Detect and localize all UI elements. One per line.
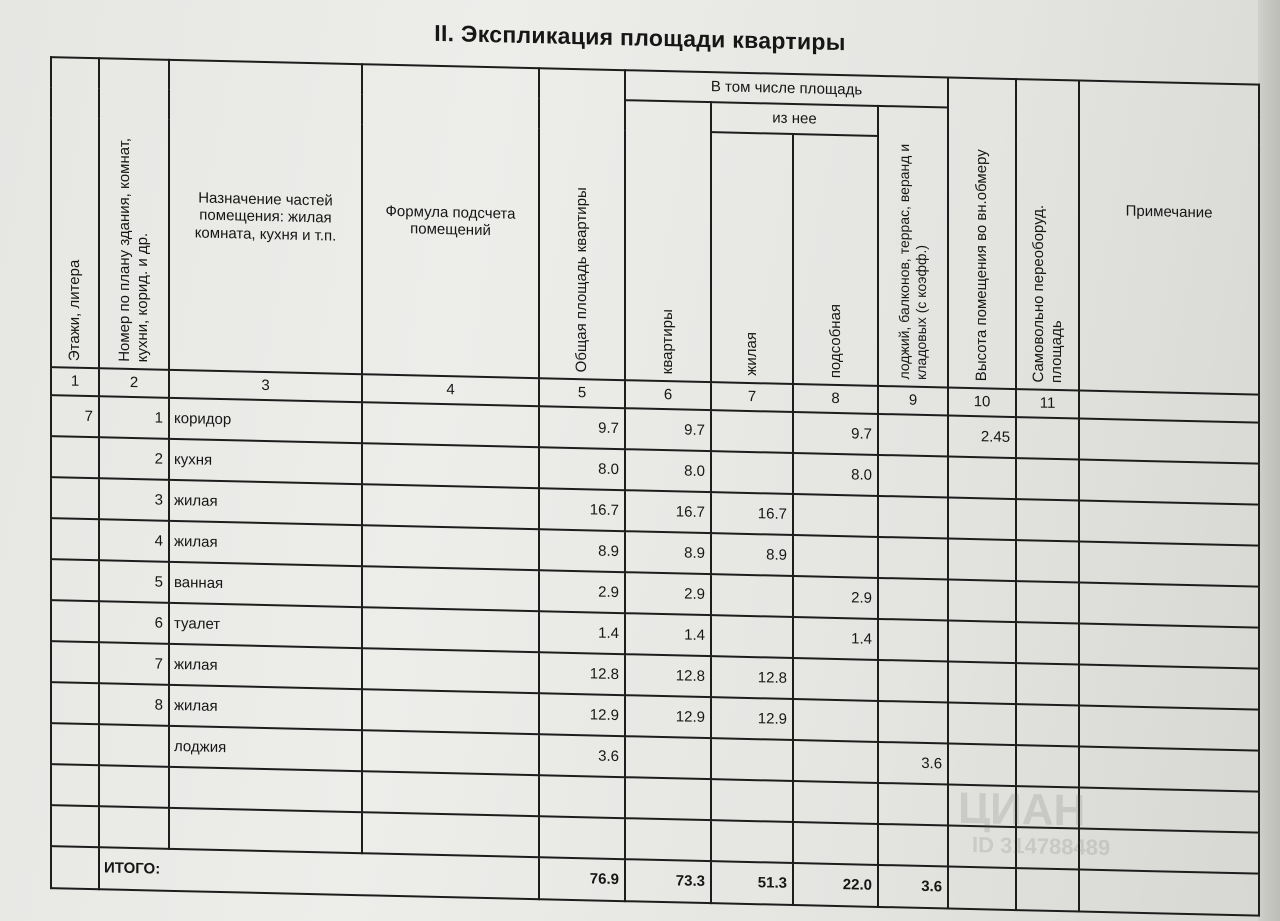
row-room-name [169, 808, 362, 853]
row-living-area [711, 451, 793, 494]
header-room-number-label: Номер по плану здания, комнат, кухни, корид. и др. [116, 137, 151, 363]
row-unauthorized [1016, 540, 1079, 582]
row-room-name: туалет [169, 603, 362, 648]
row-number: 4 [99, 519, 169, 562]
document-title: II. Экспликация площади квартиры [434, 19, 846, 56]
row-height [948, 457, 1016, 500]
row-room-name: кухня [169, 439, 362, 484]
row-room-name: лоджия [169, 726, 362, 771]
row-total-area: 12.9 [539, 693, 625, 736]
row-unauthorized [1016, 499, 1079, 541]
row-living-area: 8.9 [711, 533, 793, 576]
row-number: 7 [99, 642, 169, 685]
row-notes [1079, 541, 1259, 586]
explication-table [50, 56, 1260, 916]
header-apartment-label: квартиры [659, 308, 676, 375]
row-room-name: жилая [169, 685, 362, 730]
row-height [948, 703, 1016, 746]
row-height [948, 580, 1016, 623]
row-total-area: 2.9 [539, 570, 625, 613]
totals-living-area: 51.3 [711, 861, 793, 905]
row-unauthorized [1016, 704, 1079, 746]
header-formula-label: Формула подсчета помещений [385, 202, 516, 240]
row-total-area: 12.8 [539, 652, 625, 695]
header-notes [1079, 80, 1259, 394]
row-room-name: жилая [169, 521, 362, 566]
watermark-id: ID 314788489 [972, 832, 1111, 861]
row-unauthorized [1016, 417, 1079, 459]
header-height [948, 78, 1016, 390]
watermark-brand: ЦИАН [958, 783, 1086, 836]
row-height [948, 621, 1016, 664]
row-total-area [539, 775, 625, 818]
row-room-name: ванная [169, 562, 362, 607]
row-loggia-area [878, 701, 948, 744]
row-auxiliary-area: 1.4 [793, 617, 878, 660]
row-floor [51, 764, 99, 806]
row-auxiliary-area [793, 494, 878, 537]
row-height [948, 744, 1016, 787]
row-auxiliary-area [793, 699, 878, 742]
row-number: 6 [99, 601, 169, 644]
row-number: 2 [99, 437, 169, 480]
column-number: 11 [1016, 389, 1079, 418]
row-unauthorized [1016, 622, 1079, 664]
totals-auxiliary-area: 22.0 [793, 863, 878, 907]
row-unauthorized [1016, 581, 1079, 623]
row-auxiliary-area [793, 740, 878, 783]
row-total-area: 9.7 [539, 406, 625, 449]
row-formula [362, 566, 539, 611]
column-number: 1 [51, 367, 99, 396]
row-unauthorized [1016, 745, 1079, 787]
row-formula [362, 402, 539, 447]
header-loggia-label: лоджий, балконов, террас, веранд и кладовых (с коэфф.) [896, 143, 930, 381]
row-number: 1 [99, 396, 169, 439]
row-formula [362, 525, 539, 570]
header-notes-label: Примечание [1125, 202, 1213, 222]
totals-floor [51, 846, 99, 889]
row-notes [1079, 582, 1259, 627]
row-notes [1079, 418, 1259, 463]
header-apartment [625, 100, 711, 382]
row-notes [1079, 623, 1259, 668]
row-notes [1079, 787, 1259, 832]
row-number: 3 [99, 478, 169, 521]
row-height [948, 785, 1016, 828]
row-total-area: 16.7 [539, 488, 625, 531]
row-total-area: 1.4 [539, 611, 625, 654]
row-apartment-area: 9.7 [625, 408, 711, 451]
row-formula [362, 771, 539, 816]
row-loggia-area: 3.6 [878, 742, 948, 785]
row-number: 5 [99, 560, 169, 603]
totals-label: ИТОГО: [99, 847, 539, 899]
row-apartment-area: 8.9 [625, 531, 711, 574]
column-number: 9 [878, 386, 948, 416]
row-floor [51, 600, 99, 642]
row-apartment-area: 8.0 [625, 449, 711, 492]
row-auxiliary-area [793, 781, 878, 824]
header-including-group: В том числе площадь [625, 70, 948, 107]
row-height [948, 826, 1016, 869]
row-room-name: жилая [169, 644, 362, 689]
row-living-area: 12.8 [711, 656, 793, 699]
column-number: 8 [793, 384, 878, 414]
row-floor [51, 518, 99, 560]
row-floor [51, 682, 99, 724]
row-room-name [169, 767, 362, 812]
row-auxiliary-area [793, 658, 878, 701]
row-loggia-area [878, 783, 948, 826]
row-total-area: 8.9 [539, 529, 625, 572]
header-purpose [169, 60, 362, 374]
column-number: 4 [362, 374, 539, 406]
row-floor [51, 805, 99, 847]
row-formula [362, 648, 539, 693]
row-floor [51, 641, 99, 683]
row-notes [1079, 500, 1259, 545]
row-formula [362, 730, 539, 775]
row-apartment-area: 12.9 [625, 695, 711, 738]
totals-loggia-area: 3.6 [878, 865, 948, 909]
row-total-area: 3.6 [539, 734, 625, 777]
row-apartment-area [625, 777, 711, 820]
row-living-area: 16.7 [711, 492, 793, 535]
header-purpose-label: Назначение частей помещения: жилая комната, кухня и т.п. [194, 189, 337, 245]
row-number [99, 765, 169, 808]
row-room-name: коридор [169, 398, 362, 443]
row-number: 8 [99, 683, 169, 726]
row-apartment-area: 1.4 [625, 613, 711, 656]
row-loggia-area [878, 537, 948, 580]
row-notes [1079, 664, 1259, 709]
header-living-label: жилая [743, 332, 760, 377]
row-formula [362, 812, 539, 857]
row-loggia-area [878, 414, 948, 457]
row-room-name: жилая [169, 480, 362, 525]
row-formula [362, 607, 539, 652]
row-floor: 7 [51, 395, 99, 437]
row-living-area [711, 615, 793, 658]
row-unauthorized [1016, 458, 1079, 500]
header-auxiliary-label: подсобная [826, 303, 844, 379]
row-formula [362, 689, 539, 734]
row-loggia-area [878, 660, 948, 703]
totals-total-area: 76.9 [539, 857, 625, 901]
row-number [99, 724, 169, 767]
row-floor [51, 436, 99, 478]
row-living-area [711, 779, 793, 822]
row-notes [1079, 746, 1259, 791]
row-living-area: 12.9 [711, 697, 793, 740]
header-height-label: Высота помещения во вн.обмеру [973, 149, 991, 382]
row-living-area [711, 820, 793, 863]
row-auxiliary-area: 8.0 [793, 453, 878, 496]
header-living [711, 132, 793, 384]
totals-apartment-area: 73.3 [625, 859, 711, 903]
row-auxiliary-area [793, 822, 878, 865]
row-formula [362, 443, 539, 488]
row-loggia-area [878, 455, 948, 498]
row-loggia-area [878, 496, 948, 539]
header-auxiliary [793, 134, 878, 386]
row-apartment-area [625, 736, 711, 779]
row-floor [51, 559, 99, 601]
row-auxiliary-area [793, 535, 878, 578]
column-number: 3 [169, 370, 362, 402]
row-notes [1079, 705, 1259, 750]
column-number: 5 [539, 378, 625, 408]
totals-height [948, 867, 1016, 911]
header-formula [362, 64, 539, 378]
header-room-number [99, 58, 169, 370]
row-living-area [711, 738, 793, 781]
row-auxiliary-area: 9.7 [793, 412, 878, 455]
header-total-area [539, 68, 625, 380]
row-number [99, 806, 169, 849]
row-loggia-area [878, 619, 948, 662]
header-unauthorized-area [1016, 79, 1079, 390]
column-number: 10 [948, 388, 1016, 418]
column-number: 6 [625, 380, 711, 410]
row-apartment-area: 12.8 [625, 654, 711, 697]
header-total-area-label: Общая площадь квартиры [573, 186, 590, 373]
row-apartment-area [625, 818, 711, 861]
row-height: 2.45 [948, 416, 1016, 459]
row-notes [1079, 828, 1259, 873]
header-loggia [878, 106, 948, 388]
row-apartment-area: 16.7 [625, 490, 711, 533]
row-living-area [711, 574, 793, 617]
row-notes [1079, 459, 1259, 504]
row-formula [362, 484, 539, 529]
row-total-area: 8.0 [539, 447, 625, 490]
row-unauthorized [1016, 663, 1079, 705]
header-floor-label: Этажи, литера [66, 259, 83, 361]
row-living-area [711, 410, 793, 453]
column-number: 2 [99, 368, 169, 398]
totals-unauthorized [1016, 868, 1079, 911]
row-height [948, 498, 1016, 541]
row-unauthorized [1016, 786, 1079, 828]
column-number: 7 [711, 382, 793, 412]
header-floor [51, 57, 99, 368]
column-number-empty [1079, 390, 1259, 422]
room-rows [51, 395, 1259, 873]
row-loggia-area [878, 824, 948, 867]
header-of-which-group: из нее [711, 102, 878, 136]
row-unauthorized [1016, 827, 1079, 869]
row-floor [51, 723, 99, 765]
row-height [948, 662, 1016, 705]
header-unauthorized-area-label: Самовольно переоборуд. площадь [1029, 204, 1065, 384]
row-height [948, 539, 1016, 582]
row-loggia-area [878, 578, 948, 621]
row-auxiliary-area: 2.9 [793, 576, 878, 619]
totals-notes [1079, 869, 1259, 915]
row-apartment-area: 2.9 [625, 572, 711, 615]
row-floor [51, 477, 99, 519]
row-total-area [539, 816, 625, 859]
